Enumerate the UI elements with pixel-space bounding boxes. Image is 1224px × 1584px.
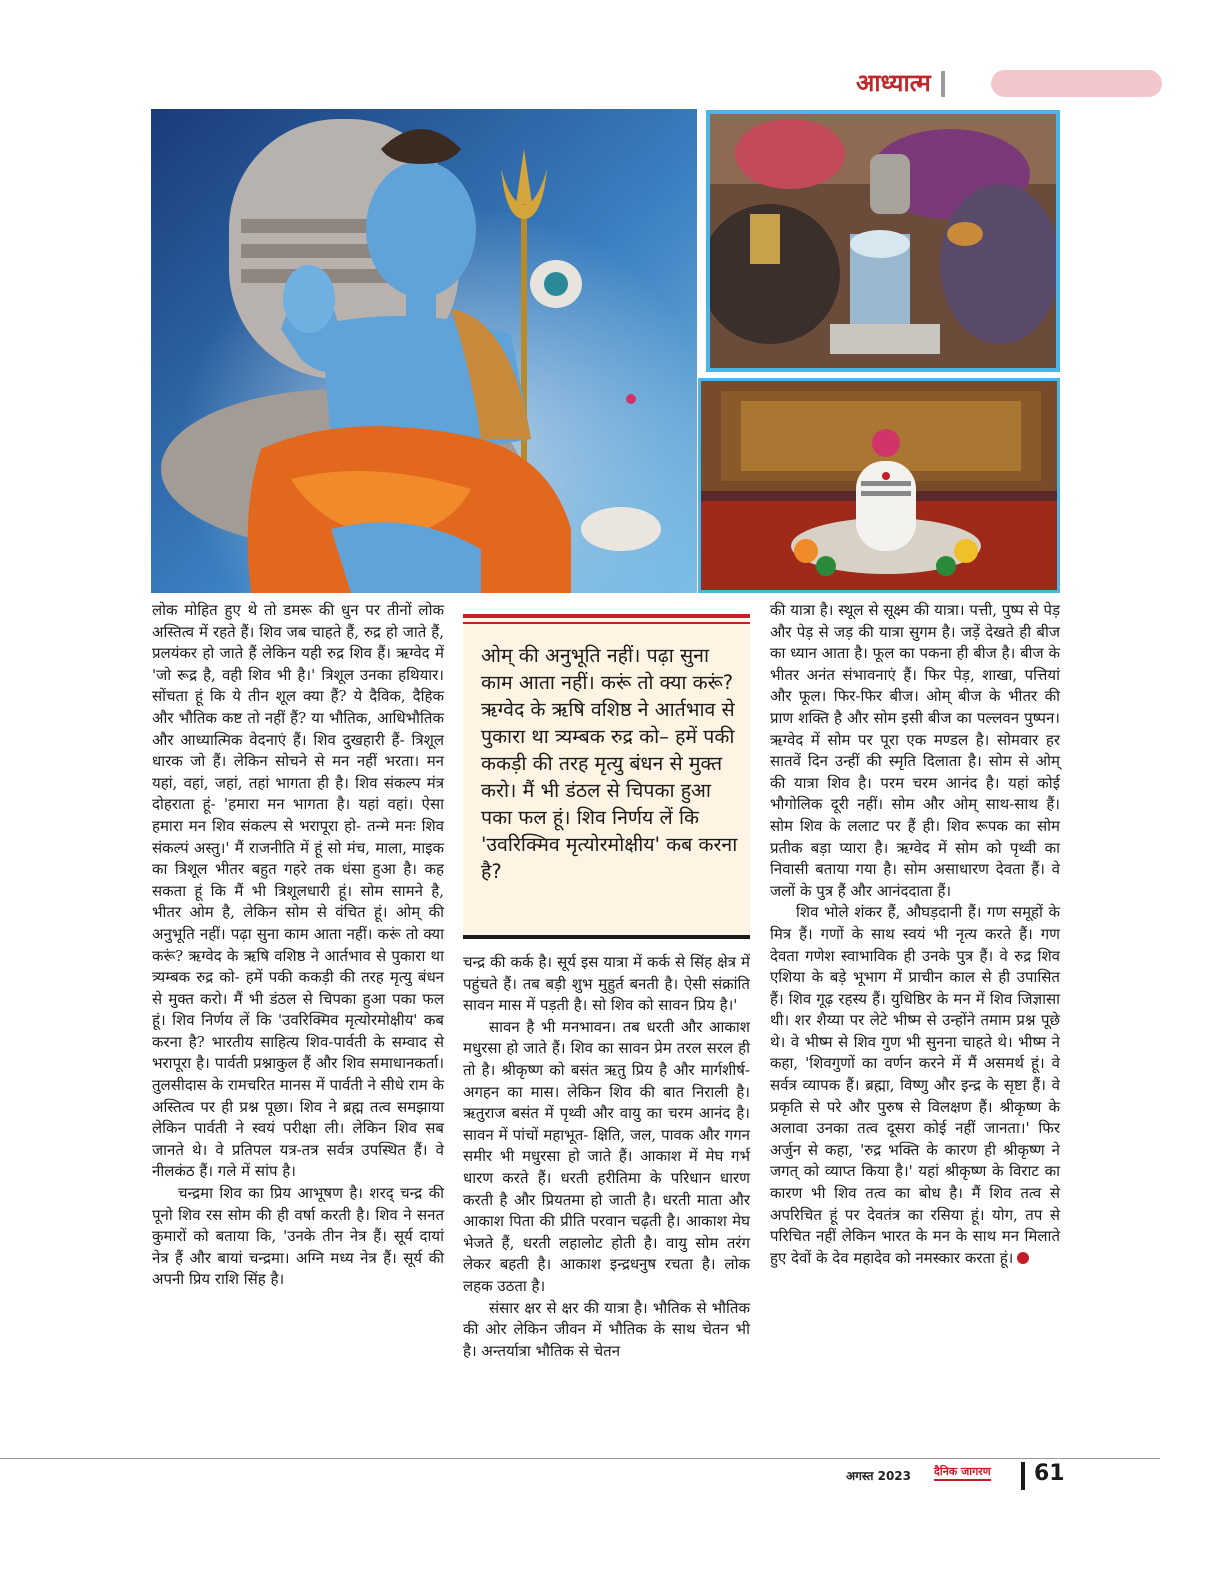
pull-quote-top-rule-thin [463,622,750,624]
section-divider [941,71,945,97]
article-column-right [770,600,1060,1269]
section-label: आध्यात्म [856,69,931,97]
footer-rule [0,1458,1160,1459]
article-paragraph: चन्द्र की कर्क है। सूर्य इस यात्रा में कर्क से सिंह क्षेत्र में पहुंचते हैं। तब बड़ी शुभ मुहुर्त बनती है। ऐसी संक्रांति सावन मास में पड़ती है। सो शिव को सावन प्रिय है।' [463,953,750,1015]
shivling-image [698,378,1060,593]
page-number: 61 [1034,1461,1065,1486]
devotees-jalabhishek-image [706,110,1060,372]
article-paragraph: की यात्रा है। स्थूल से सूक्ष्म की यात्रा। पत्ती, पुष्प से पेड़ और पेड़ से जड़ की यात्रा सुगम है। जड़ें देखते ही बीज का ध्यान आता है। फूल का पकना ही बीज है। बीज के भीतर अनंत संभावनाएं हैं। फिर पेड़, शाखा, पत्तियां और फूल। फिर-फिर बीज। ओम् बीज के भीतर की प्राण शक्ति है और सोम इसी बीज का पल्लवन पुष्पन। ऋग्वेद में सोम पर पूरा एक मण्डल है। सोमवार हर सातवें दिन उन्हीं की स्मृति दिलाता है। सोम से ओम् की यात्रा शिव है। परम चरम आनंद है। यहां कोई भौगोलिक दूरी नहीं। सोम और ओम् साथ-साथ हैं। सोम शिव के ललाट पर हैं ही। शिव रूपक का सोम प्रतीक बड़ा प्यारा है। ऋग्वेद में सोम को पृथ्वी का निवासी बताया गया है। सोम असाधारण देवता हैं। वे जलों के पुत्र हैं और आनंददाता हैं। [770,601,1060,900]
article-paragraph: संसार क्षर से क्षर की यात्रा है। भौतिक से भौतिक की ओर लेकिन जीवन में भौतिक के साथ चेतन भी है। अन्तर्यात्रा भौतिक से चेतन [463,1298,750,1360]
pull-quote-top-rule [463,614,750,618]
footer-separator [1021,1462,1025,1490]
article-paragraph: चन्द्रमा शिव का प्रिय आभूषण है। शरद् चन्द्र की पूनो शिव रस सोम की ही वर्षा करती है। शिव ने सनत कुमारों को बताया कि, 'उनके तीन नेत्र हैं। सूर्य दायां नेत्र हैं और बायां चन्द्रमा। अग्नि मध्य नेत्र हैं। सूर्य की अपनी प्रिय राशि सिंह है। [152,1184,444,1289]
shiva-painting-image [151,109,697,593]
pull-quote-bottom-rule [463,935,750,939]
pull-quote-text: ओम् की अनुभूति नहीं। पढ़ा सुना काम आता नहीं। करूं तो क्या करूं? ऋग्वेद के ऋषि वशिष्ठ ने आर्तभाव से पुकारा था त्र्यम्बक रुद्र को– हमें पकी ककड़ी की तरह मृत्यु बंधन से मुक्त करो। मैं भी डंठल से चिपका हुआ पका फल हूं। शिव निर्णय लें कि 'उवरिक्मिव मृत्योरमोक्षीय' कब करना है? [481,644,738,883]
footer-issue-date: अगस्त 2023 [846,1469,912,1483]
section-pill [991,70,1162,97]
publication-logo: दैनिक जागरण [934,1465,991,1481]
article-paragraph: शिव भोले शंकर हैं, औघड़दानी हैं। गण समूहों के मित्र हैं। गणों के साथ स्वयं भी नृत्य करते हैं। गण देवता गणेश स्वाभाविक ही उनके पुत्र हैं। वे रुद्र शिव एशिया के बड़े भूभाग में प्राचीन काल से ही उपासित हैं। शिव गूढ़ रहस्य हैं। युधिष्ठिर के मन में शिव जिज्ञासा थी। शर शैय्या पर लेटे भीष्म से उन्होंने तमाम प्रश्न पूछे थे। वे भीष्म से शिव गुण भी सुनना चाहते थे। भीष्म ने कहा, 'शिवगुणों का वर्णन करने में मैं असमर्थ हूं। वे सर्वत्र व्यापक हैं। ब्रह्मा, विष्णु और इन्द्र के सृष्टा हैं। वे प्रकृति से परे और पुरुष से विलक्षण हैं। श्रीकृष्ण के अलावा उनका तत्व दूसरा कोई नहीं जानता।' फिर अर्जुन से कहा, 'रुद्र भक्ति के कारण ही श्रीकृष्ण ने जगत् को व्याप्त किया है।' यहां श्रीकृष्ण के विराट का कारण भी शिव तत्व का बोध है। मैं शिव तत्व से अपरिचित हूं पर देवतंत्र का रसिया हूं। योग, तप से परिचित नहीं लेकिन भारत के मन के साथ मन मिलाते हुए देवों के देव महादेव को नमस्कार करता हूं। [770,903,1060,1267]
article-column-left [152,600,444,1291]
pull-quote-box [463,614,750,939]
end-mark-icon [1017,1252,1029,1264]
article-paragraph: सावन है भी मनभावन। तब धरती और आकाश मधुरसा हो जाते हैं। शिव का सावन प्रेम तरल सरल ही तो है। श्रीकृष्ण को बसंत ऋतु प्रिय है और मार्गशीर्ष- अगहन का मास। लेकिन शिव की बात निराली है। ऋतुराज बसंत में पृथ्वी और वायु का चरम आनंद है। सावन में पांचों महाभूत- क्षिति, जल, पावक और गगन समीर भी मधुरसा हो जाते हैं। आकाश में मेघ गर्भ धारण करते हैं। धरती हरीतिमा के परिधान धारण करती है और प्रियतमा हो जाती है। धरती माता और आकाश पिता की प्रीति परवान चढ़ती है। आकाश मेघ भेजते हैं, धरती लहालोट होती है। वायु सोम तरंग लेकर बहती है। आकाश इन्द्रधनुष रचता है। लोक लहक उठता है। [463,1017,750,1295]
article-column-middle [463,952,750,1362]
article-paragraph: लोक मोहित हुए थे तो डमरू की धुन पर तीनों लोक अस्तित्व में रहते हैं। शिव जब चाहते हैं, रुद्र हो जाते हैं, प्रलयंकर हो जाते हैं लेकिन यही रुद्र शिव हैं। ऋग्वेद में 'जो रूद्र है, वही शिव भी है।' त्रिशूल उनका हथियार। सोंचता हूं कि ये तीन शूल क्या हैं? ये दैविक, दैहिक और भौतिक कष्ट तो नहीं हैं? या भौतिक, आधिभौतिक और आध्यात्मिक वेदनाएं हैं। शिव दुखहारी हैं- त्रिशूल धारक जो हैं। लेकिन सोचने से मन नहीं भरता। मन यहां, वहां, जहां, तहां भागता ही है। शिव संकल्प मंत्र दोहराता हूं- 'हमारा मन भागता है। यहां वहां। ऐसा हमारा मन शिव संकल्प से भरापूरा हो- तन्मे मनः शिव संकल्पं अस्तु।' मैं राजनीति में हूं सो मंच, माला, माइक का त्रिशूल भीतर बहुत गहरे तक धंसा हुआ है। कह सकता हूं कि मैं भी त्रिशूलधारी हूं। सोम सामने है, भीतर ओम है, लेकिन सोम से वंचित हूं। ओम् की अनुभूति नहीं। पढ़ा सुना काम आता नहीं। करूं तो क्या करूं? ऋग्वेद के ऋषि वशिष्ठ ने आर्तभाव से पुकारा था त्र्यम्बक रुद्र को- हमें पकी ककड़ी की तरह मृत्यु बंधन से मुक्त करो। मैं भी डंठल से चिपका हुआ पका फल हूं। शिव निर्णय लें कि 'उवरिक्मिव मृत्योरमोक्षीय' कब करना है? भारतीय साहित्य शिव-पार्वती के सम्वाद से भरापूरा है। पार्वती प्रश्नाकुल हैं और शिव समाधानकर्ता। तुलसीदास के रामचरित मानस में पार्वती ने सीधे राम के अस्तित्व पर ही प्रश्न पूछा। शिव ने ब्रह्म तत्व समझाया लेकिन पार्वती ने स्वयं परीक्षा ली। लेकिन शिव सब जानते थे। वे प्रतिपल यत्र-तत्र सर्वत्र उपस्थित हैं। वे नीलकंठ हैं। गले में सांप है। [152,601,444,1181]
